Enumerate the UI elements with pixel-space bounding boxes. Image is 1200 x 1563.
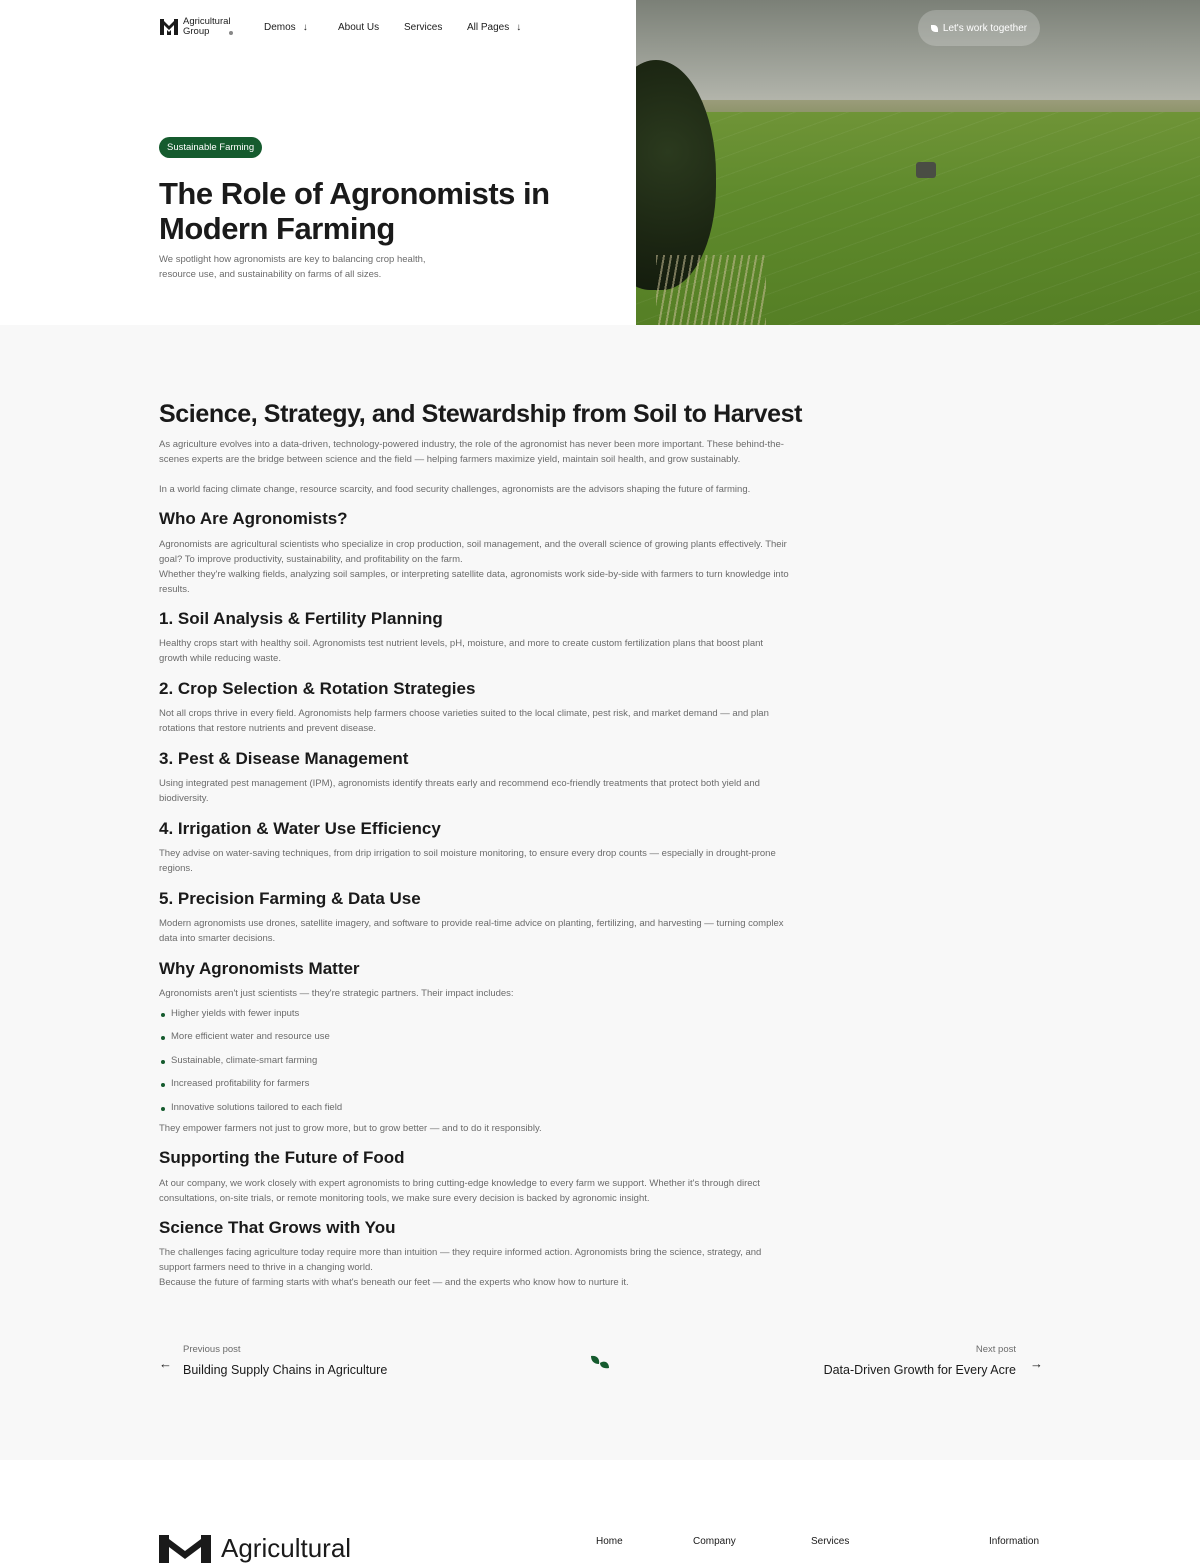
list-item: Higher yields with fewer inputs	[159, 1008, 299, 1019]
list-item: Innovative solutions tailored to each field	[159, 1102, 342, 1113]
hero-left-panel	[0, 0, 636, 325]
footer-col-home[interactable]: Home	[596, 1536, 623, 1547]
section-heading: Supporting the Future of Food	[159, 1148, 405, 1167]
cta-label: Let's work together	[942, 22, 1028, 34]
nav-item-demos[interactable]	[264, 22, 308, 33]
tractor-shape	[916, 162, 936, 178]
section-heading: 1. Soil Analysis & Fertility Planning	[159, 609, 443, 628]
nav-label-demos: Demos	[264, 22, 296, 33]
arrow-left-icon[interactable]: ←	[159, 1356, 172, 1371]
section-heading: 4. Irrigation & Water Use Efficiency	[159, 819, 441, 838]
article-paragraph: Healthy crops start with healthy soil. Agronomists test nutrient levels, pH, moisture, and more to create custom fertilization plans that boost plant growth while reducing waste.	[159, 638, 764, 664]
next-post-title: Data-Driven Growth for Every Acre	[823, 1363, 1016, 1377]
article-paragraph: Not all crops thrive in every field. Agronomists help farmers choose varieties suited to the local climate, pest risk, and market demand — and plan rotations that restore nutrients and prevent disease.	[159, 708, 769, 734]
next-post-link[interactable]	[824, 1344, 1016, 1377]
article-paragraph: The challenges facing agriculture today require more than intuition — they require informed action. Agronomists bring the science, strategy, and support farmers need to thrive in a changing world.	[159, 1247, 762, 1273]
section-heading: 2. Crop Selection & Rotation Strategies	[159, 679, 476, 698]
nav-item-services[interactable]	[404, 22, 442, 33]
nav-label-about-us: About Us	[338, 22, 380, 33]
site-footer	[0, 1460, 1200, 1563]
logo-mark-icon	[159, 1535, 211, 1563]
article-paragraph: As agriculture evolves into a data-driven, technology-powered industry, the role of the agronomist has never been more important. These behind-the-scenes experts are the bridge between science and the field — helping farmers maximize yield, maintain soil health, and grow sustainably.	[159, 439, 784, 465]
next-post-label: Next post	[975, 1344, 1016, 1355]
logo-line-2: Group	[183, 26, 210, 37]
article-paragraph: Because the future of farming starts with what's beneath our feet — and the experts who know how to nurture it.	[159, 1277, 629, 1288]
article-paragraph: Using integrated pest management (IPM), agronomists identify threats early and recommend eco-friendly treatments that protect both yield and biodiversity.	[159, 778, 760, 804]
logo-mark-icon	[159, 17, 179, 37]
article-paragraph: At our company, we work closely with expert agronomists to bring cutting-edge knowledge to every farm we support. Whether it's through direct consultations, on-site trials, or remote monitoring tools, we make sure every decision is backed by agronomic insight.	[159, 1178, 760, 1204]
arrow-down-icon: ↓	[516, 22, 522, 33]
site-logo[interactable]	[159, 17, 231, 37]
article-heading: Science, Strategy, and Stewardship from Soil to Harvest	[159, 400, 803, 428]
footer-col-company[interactable]: Company	[693, 1536, 736, 1547]
page-subtitle: We spotlight how agronomists are key to balancing crop health, resource use, and sustainability on farms of all sizes.	[159, 254, 426, 280]
article-paragraph: Whether they're walking fields, analyzing soil samples, or interpreting satellite data, agronomists work side-by-side with farmers to turn knowledge into results.	[159, 569, 789, 595]
list-item: More efficient water and resource use	[159, 1031, 330, 1042]
lets-work-together-button[interactable]	[918, 10, 1040, 46]
hero-image	[636, 0, 1200, 325]
arrow-down-icon: ↓	[302, 22, 308, 33]
footer-logo-text: Agricultural	[221, 1533, 352, 1563]
section-heading: Who Are Agronomists?	[159, 509, 348, 528]
section-heading: Why Agronomists Matter	[159, 959, 360, 978]
footer-col-services[interactable]: Services	[811, 1536, 850, 1547]
footer-logo[interactable]	[159, 1535, 351, 1563]
category-badge[interactable]: Sustainable Farming	[159, 137, 262, 158]
section-heading: Science That Grows with You	[159, 1218, 396, 1237]
hero-section	[0, 0, 1200, 325]
article-paragraph: Agronomists are agricultural scientists who specialize in crop production, soil management, and the overall science of growing plants effectively. Their goal? To improve productivity, sustainability, and profitability on the farm.	[159, 539, 787, 565]
article-paragraph: They empower farmers not just to grow more, but to grow better — and to do it responsibly.	[159, 1123, 542, 1134]
article-paragraph: They advise on water-saving techniques, from drip irrigation to soil moisture monitoring, to ensure every drop counts — especially in drought-prone regions.	[159, 848, 776, 874]
nav-item-about-us[interactable]	[338, 22, 379, 33]
arrow-right-icon[interactable]: →	[1030, 1356, 1043, 1371]
page-title: The Role of Agronomists in Modern Farming	[159, 176, 550, 246]
section-heading: 3. Pest & Disease Management	[159, 749, 409, 768]
article-paragraph: Modern agronomists use drones, satellite imagery, and software to provide real-time advice on planting, fertilizing, and harvesting — turning complex data into smarter decisions.	[159, 918, 784, 944]
nav-label-all-pages: All Pages	[467, 22, 510, 33]
previous-post-label: Previous post	[183, 1344, 241, 1355]
leaf-icon	[931, 25, 938, 32]
previous-post-link[interactable]	[183, 1344, 387, 1377]
article-paragraph: In a world facing climate change, resource scarcity, and food security challenges, agronomists are the advisors shaping the future of farming.	[159, 484, 751, 495]
logo-dot	[229, 31, 233, 35]
list-item: Sustainable, climate-smart farming	[159, 1055, 317, 1066]
leaf-logo-icon	[589, 1354, 611, 1372]
logo-line-1: Agricultural	[183, 16, 231, 27]
article-paragraph: Agronomists aren't just scientists — they're strategic partners. Their impact includes:	[159, 988, 514, 999]
nav-item-all-pages[interactable]	[467, 22, 521, 33]
section-heading: 5. Precision Farming & Data Use	[159, 889, 421, 908]
list-item: Increased profitability for farmers	[159, 1078, 309, 1089]
nav-label-services: Services	[404, 22, 443, 33]
footer-col-information[interactable]: Information	[989, 1536, 1040, 1547]
previous-post-title: Building Supply Chains in Agriculture	[183, 1363, 388, 1377]
